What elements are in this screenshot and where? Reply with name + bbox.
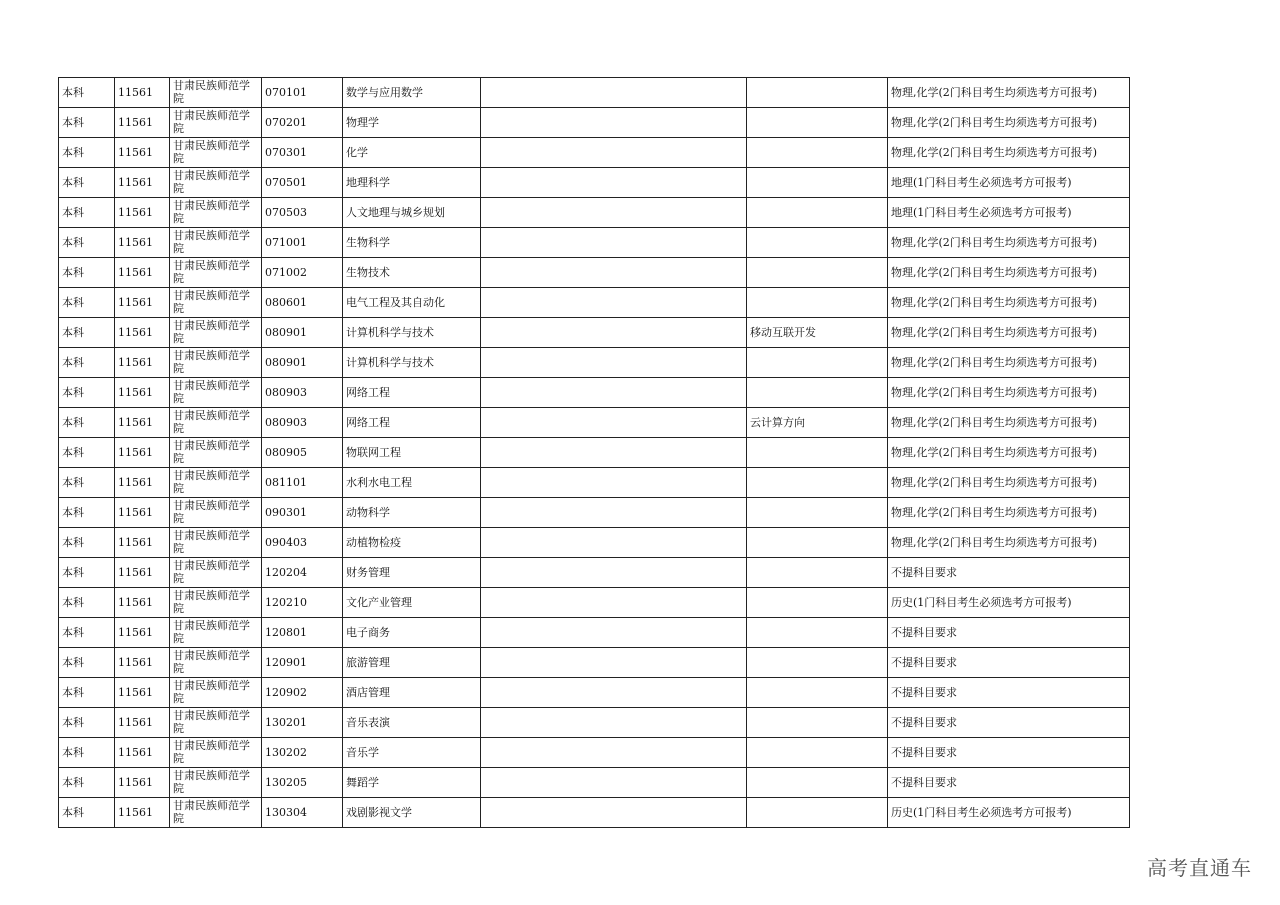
note-cell <box>481 318 747 348</box>
table-row <box>59 708 1130 738</box>
major-name-cell: 人文地理与城乡规划 <box>343 198 481 228</box>
subject-requirement-cell: 物理,化学(2门科目考生均须选考方可报考) <box>888 108 1130 138</box>
major-name-cell: 财务管理 <box>343 558 481 588</box>
subject-requirement-cell: 不提科目要求 <box>888 738 1130 768</box>
level-cell: 本科 <box>59 648 115 678</box>
watermark-text: 高考直通车 <box>1147 856 1252 880</box>
note-cell <box>481 738 747 768</box>
direction-cell <box>747 108 888 138</box>
major-name-cell: 电子商务 <box>343 618 481 648</box>
level-cell: 本科 <box>59 408 115 438</box>
direction-cell <box>747 378 888 408</box>
school-code-cell: 11561 <box>115 438 170 468</box>
school-name-cell: 甘肃民族师范学院 <box>170 228 262 258</box>
direction-cell <box>747 288 888 318</box>
direction-cell <box>747 588 888 618</box>
table-row <box>59 108 1130 138</box>
major-name-cell: 生物技术 <box>343 258 481 288</box>
subject-requirement-cell: 物理,化学(2门科目考生均须选考方可报考) <box>888 258 1130 288</box>
subject-requirement-cell: 物理,化学(2门科目考生均须选考方可报考) <box>888 138 1130 168</box>
note-cell <box>481 228 747 258</box>
direction-cell <box>747 768 888 798</box>
level-cell: 本科 <box>59 318 115 348</box>
major-code-cell: 070101 <box>262 78 343 108</box>
school-name-cell: 甘肃民族师范学院 <box>170 258 262 288</box>
direction-cell <box>747 798 888 828</box>
school-code-cell: 11561 <box>115 588 170 618</box>
school-name-cell: 甘肃民族师范学院 <box>170 558 262 588</box>
school-name-cell: 甘肃民族师范学院 <box>170 468 262 498</box>
school-code-cell: 11561 <box>115 348 170 378</box>
subject-requirement-cell: 历史(1门科目考生必须选考方可报考) <box>888 588 1130 618</box>
school-code-cell: 11561 <box>115 618 170 648</box>
major-code-cell: 120902 <box>262 678 343 708</box>
table-row <box>59 588 1130 618</box>
table-row <box>59 318 1130 348</box>
major-name-cell: 计算机科学与技术 <box>343 318 481 348</box>
direction-cell <box>747 648 888 678</box>
note-cell <box>481 768 747 798</box>
table-row <box>59 78 1130 108</box>
school-name-cell: 甘肃民族师范学院 <box>170 348 262 378</box>
school-name-cell: 甘肃民族师范学院 <box>170 498 262 528</box>
level-cell: 本科 <box>59 618 115 648</box>
table-row <box>59 468 1130 498</box>
school-code-cell: 11561 <box>115 678 170 708</box>
note-cell <box>481 348 747 378</box>
subject-requirement-cell: 不提科目要求 <box>888 648 1130 678</box>
subject-requirement-cell: 不提科目要求 <box>888 618 1130 648</box>
major-name-cell: 动物科学 <box>343 498 481 528</box>
major-name-cell: 计算机科学与技术 <box>343 348 481 378</box>
note-cell <box>481 618 747 648</box>
major-code-cell: 120210 <box>262 588 343 618</box>
note-cell <box>481 78 747 108</box>
direction-cell <box>747 168 888 198</box>
school-name-cell: 甘肃民族师范学院 <box>170 198 262 228</box>
direction-cell: 移动互联开发 <box>747 318 888 348</box>
major-name-cell: 物理学 <box>343 108 481 138</box>
direction-cell <box>747 618 888 648</box>
major-name-cell: 生物科学 <box>343 228 481 258</box>
direction-cell <box>747 138 888 168</box>
subject-requirement-cell: 不提科目要求 <box>888 768 1130 798</box>
note-cell <box>481 138 747 168</box>
subject-requirement-cell: 地理(1门科目考生必须选考方可报考) <box>888 198 1130 228</box>
level-cell: 本科 <box>59 588 115 618</box>
level-cell: 本科 <box>59 78 115 108</box>
note-cell <box>481 588 747 618</box>
school-name-cell: 甘肃民族师范学院 <box>170 318 262 348</box>
table-row <box>59 738 1130 768</box>
note-cell <box>481 258 747 288</box>
major-code-cell: 130304 <box>262 798 343 828</box>
level-cell: 本科 <box>59 768 115 798</box>
major-code-cell: 080901 <box>262 318 343 348</box>
table-row <box>59 438 1130 468</box>
school-name-cell: 甘肃民族师范学院 <box>170 108 262 138</box>
level-cell: 本科 <box>59 528 115 558</box>
note-cell <box>481 468 747 498</box>
note-cell <box>481 558 747 588</box>
school-name-cell: 甘肃民族师范学院 <box>170 168 262 198</box>
level-cell: 本科 <box>59 198 115 228</box>
school-code-cell: 11561 <box>115 288 170 318</box>
school-name-cell: 甘肃民族师范学院 <box>170 288 262 318</box>
table-row <box>59 348 1130 378</box>
level-cell: 本科 <box>59 108 115 138</box>
subject-requirement-cell: 物理,化学(2门科目考生均须选考方可报考) <box>888 408 1130 438</box>
level-cell: 本科 <box>59 168 115 198</box>
school-code-cell: 11561 <box>115 168 170 198</box>
major-code-cell: 081101 <box>262 468 343 498</box>
school-code-cell: 11561 <box>115 108 170 138</box>
direction-cell <box>747 498 888 528</box>
level-cell: 本科 <box>59 708 115 738</box>
major-code-cell: 130205 <box>262 768 343 798</box>
school-name-cell: 甘肃民族师范学院 <box>170 738 262 768</box>
subject-requirement-cell: 不提科目要求 <box>888 678 1130 708</box>
table-row <box>59 228 1130 258</box>
note-cell <box>481 198 747 228</box>
subject-requirement-cell: 地理(1门科目考生必须选考方可报考) <box>888 168 1130 198</box>
subject-requirement-cell: 历史(1门科目考生必须选考方可报考) <box>888 798 1130 828</box>
major-code-cell: 080901 <box>262 348 343 378</box>
major-code-cell: 120801 <box>262 618 343 648</box>
note-cell <box>481 798 747 828</box>
major-name-cell: 地理科学 <box>343 168 481 198</box>
major-code-cell: 080601 <box>262 288 343 318</box>
note-cell <box>481 708 747 738</box>
school-name-cell: 甘肃民族师范学院 <box>170 768 262 798</box>
direction-cell <box>747 528 888 558</box>
school-name-cell: 甘肃民族师范学院 <box>170 678 262 708</box>
major-name-cell: 电气工程及其自动化 <box>343 288 481 318</box>
school-code-cell: 11561 <box>115 528 170 558</box>
school-name-cell: 甘肃民族师范学院 <box>170 708 262 738</box>
school-name-cell: 甘肃民族师范学院 <box>170 618 262 648</box>
table-row <box>59 198 1130 228</box>
direction-cell: 云计算方向 <box>747 408 888 438</box>
note-cell <box>481 168 747 198</box>
school-code-cell: 11561 <box>115 498 170 528</box>
major-code-cell: 070201 <box>262 108 343 138</box>
note-cell <box>481 108 747 138</box>
table-body <box>59 78 1130 828</box>
direction-cell <box>747 198 888 228</box>
major-name-cell: 舞蹈学 <box>343 768 481 798</box>
table-row <box>59 258 1130 288</box>
subject-requirement-cell: 不提科目要求 <box>888 708 1130 738</box>
school-code-cell: 11561 <box>115 258 170 288</box>
school-code-cell: 11561 <box>115 78 170 108</box>
table-row <box>59 798 1130 828</box>
subject-requirement-cell: 物理,化学(2门科目考生均须选考方可报考) <box>888 288 1130 318</box>
major-code-cell: 130202 <box>262 738 343 768</box>
table-row <box>59 558 1130 588</box>
school-name-cell: 甘肃民族师范学院 <box>170 648 262 678</box>
direction-cell <box>747 468 888 498</box>
school-name-cell: 甘肃民族师范学院 <box>170 78 262 108</box>
direction-cell <box>747 78 888 108</box>
level-cell: 本科 <box>59 378 115 408</box>
school-code-cell: 11561 <box>115 738 170 768</box>
note-cell <box>481 498 747 528</box>
table-row <box>59 168 1130 198</box>
table-row <box>59 648 1130 678</box>
direction-cell <box>747 438 888 468</box>
major-name-cell: 旅游管理 <box>343 648 481 678</box>
major-code-cell: 070503 <box>262 198 343 228</box>
subject-requirement-cell: 物理,化学(2门科目考生均须选考方可报考) <box>888 468 1130 498</box>
major-name-cell: 物联网工程 <box>343 438 481 468</box>
school-name-cell: 甘肃民族师范学院 <box>170 378 262 408</box>
major-code-cell: 120901 <box>262 648 343 678</box>
school-code-cell: 11561 <box>115 768 170 798</box>
major-name-cell: 文化产业管理 <box>343 588 481 618</box>
level-cell: 本科 <box>59 438 115 468</box>
direction-cell <box>747 258 888 288</box>
school-name-cell: 甘肃民族师范学院 <box>170 588 262 618</box>
level-cell: 本科 <box>59 558 115 588</box>
school-name-cell: 甘肃民族师范学院 <box>170 138 262 168</box>
note-cell <box>481 378 747 408</box>
major-name-cell: 酒店管理 <box>343 678 481 708</box>
school-code-cell: 11561 <box>115 648 170 678</box>
table-row <box>59 528 1130 558</box>
table-row <box>59 498 1130 528</box>
school-code-cell: 11561 <box>115 318 170 348</box>
subject-requirement-cell: 不提科目要求 <box>888 558 1130 588</box>
major-name-cell: 水利水电工程 <box>343 468 481 498</box>
subject-requirement-cell: 物理,化学(2门科目考生均须选考方可报考) <box>888 438 1130 468</box>
table-row <box>59 618 1130 648</box>
table-row <box>59 678 1130 708</box>
major-name-cell: 音乐学 <box>343 738 481 768</box>
level-cell: 本科 <box>59 348 115 378</box>
note-cell <box>481 648 747 678</box>
major-name-cell: 数学与应用数学 <box>343 78 481 108</box>
major-code-cell: 080903 <box>262 408 343 438</box>
note-cell <box>481 438 747 468</box>
direction-cell <box>747 228 888 258</box>
level-cell: 本科 <box>59 258 115 288</box>
table-row <box>59 138 1130 168</box>
major-name-cell: 音乐表演 <box>343 708 481 738</box>
table-row <box>59 288 1130 318</box>
level-cell: 本科 <box>59 288 115 318</box>
school-code-cell: 11561 <box>115 198 170 228</box>
table-row <box>59 408 1130 438</box>
major-name-cell: 网络工程 <box>343 408 481 438</box>
level-cell: 本科 <box>59 468 115 498</box>
school-code-cell: 11561 <box>115 228 170 258</box>
subject-requirement-cell: 物理,化学(2门科目考生均须选考方可报考) <box>888 318 1130 348</box>
level-cell: 本科 <box>59 798 115 828</box>
table-row <box>59 768 1130 798</box>
major-code-cell: 070501 <box>262 168 343 198</box>
level-cell: 本科 <box>59 498 115 528</box>
school-code-cell: 11561 <box>115 138 170 168</box>
major-code-cell: 090301 <box>262 498 343 528</box>
school-code-cell: 11561 <box>115 708 170 738</box>
major-name-cell: 化学 <box>343 138 481 168</box>
school-name-cell: 甘肃民族师范学院 <box>170 528 262 558</box>
level-cell: 本科 <box>59 738 115 768</box>
subject-requirement-cell: 物理,化学(2门科目考生均须选考方可报考) <box>888 528 1130 558</box>
major-code-cell: 090403 <box>262 528 343 558</box>
level-cell: 本科 <box>59 228 115 258</box>
admission-subject-table <box>58 77 1130 828</box>
note-cell <box>481 408 747 438</box>
direction-cell <box>747 558 888 588</box>
table-row <box>59 378 1130 408</box>
level-cell: 本科 <box>59 138 115 168</box>
major-code-cell: 070301 <box>262 138 343 168</box>
subject-requirement-cell: 物理,化学(2门科目考生均须选考方可报考) <box>888 348 1130 378</box>
major-name-cell: 网络工程 <box>343 378 481 408</box>
level-cell: 本科 <box>59 678 115 708</box>
major-code-cell: 071001 <box>262 228 343 258</box>
subject-requirement-cell: 物理,化学(2门科目考生均须选考方可报考) <box>888 378 1130 408</box>
subject-requirement-cell: 物理,化学(2门科目考生均须选考方可报考) <box>888 498 1130 528</box>
major-name-cell: 戏剧影视文学 <box>343 798 481 828</box>
major-name-cell: 动植物检疫 <box>343 528 481 558</box>
school-code-cell: 11561 <box>115 798 170 828</box>
major-code-cell: 130201 <box>262 708 343 738</box>
subject-requirement-cell: 物理,化学(2门科目考生均须选考方可报考) <box>888 78 1130 108</box>
direction-cell <box>747 678 888 708</box>
school-code-cell: 11561 <box>115 558 170 588</box>
school-code-cell: 11561 <box>115 378 170 408</box>
school-name-cell: 甘肃民族师范学院 <box>170 408 262 438</box>
direction-cell <box>747 348 888 378</box>
direction-cell <box>747 708 888 738</box>
school-code-cell: 11561 <box>115 468 170 498</box>
major-code-cell: 080903 <box>262 378 343 408</box>
major-code-cell: 120204 <box>262 558 343 588</box>
note-cell <box>481 288 747 318</box>
direction-cell <box>747 738 888 768</box>
note-cell <box>481 528 747 558</box>
subject-requirement-cell: 物理,化学(2门科目考生均须选考方可报考) <box>888 228 1130 258</box>
note-cell <box>481 678 747 708</box>
school-code-cell: 11561 <box>115 408 170 438</box>
school-name-cell: 甘肃民族师范学院 <box>170 798 262 828</box>
major-code-cell: 071002 <box>262 258 343 288</box>
major-code-cell: 080905 <box>262 438 343 468</box>
school-name-cell: 甘肃民族师范学院 <box>170 438 262 468</box>
